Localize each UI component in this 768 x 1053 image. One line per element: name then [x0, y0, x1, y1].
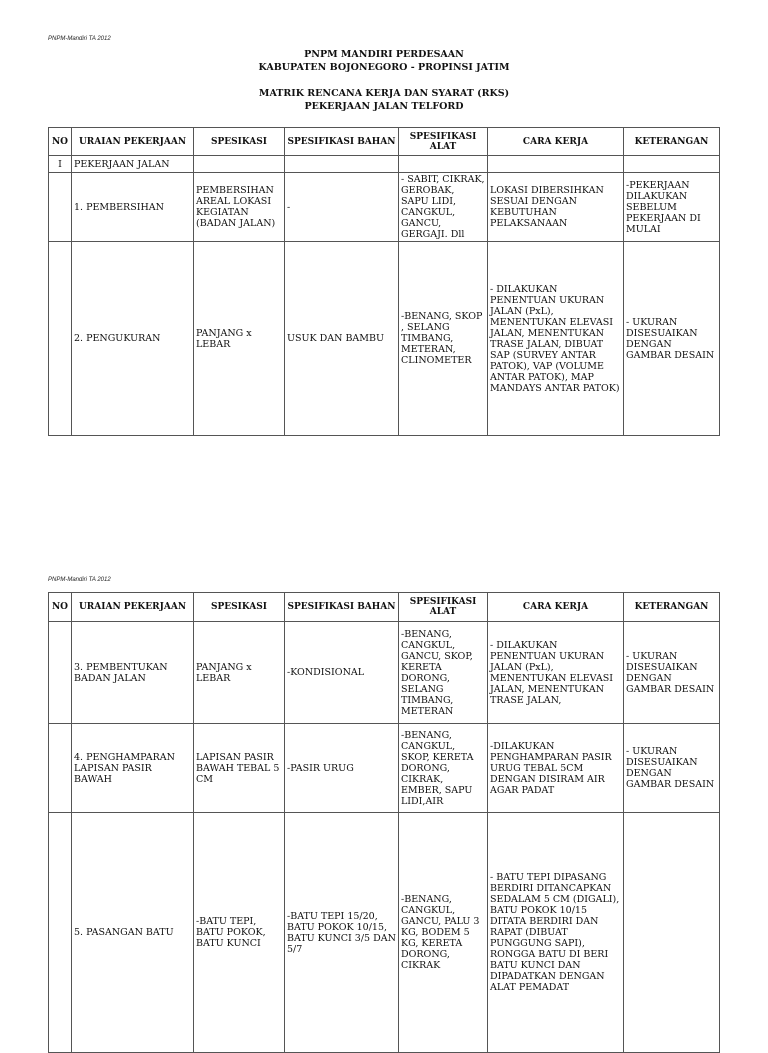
cell-cara: -DILAKUKAN PENGHAMPARAN PASIR URUG TEBAL 5CM DENGAN DISIRAM AIR AGAR PADAT: [488, 724, 624, 813]
header-spesikasi: SPESIKASI: [194, 593, 285, 622]
page-label-top: PNPM-Mandiri TA 2012: [48, 36, 111, 42]
rks-table-page-2: [48, 592, 720, 1053]
cell-spesikasi: PEMBERSIHAN AREAL LOKASI KEGIATAN (BADAN JALAN): [194, 173, 285, 242]
cell-keterangan: - UKURAN DISESUAIKAN DENGAN GAMBAR DESAIN: [624, 242, 720, 436]
cell-cara: - DILAKUKAN PENENTUAN UKURAN JALAN (PxL), MENENTUKAN ELEVASI JALAN, MENENTUKAN TRASE JALAN, DIBUAT SAP (SURVEY ANTAR PATOK), VAP (VOLUME ANTAR PATOK), MAP MANDAYS ANTAR PATOK): [488, 242, 624, 436]
cell-cara: LOKASI DIBERSIHKAN SESUAI DENGAN KEBUTUHAN PELAKSANAAN: [488, 173, 624, 242]
cell-bahan: USUK DAN BAMBU: [285, 242, 399, 436]
title-region: KABUPATEN BOJONEGORO - PROPINSI JATIM: [258, 62, 510, 73]
cell-bahan: -KONDISIONAL: [285, 622, 399, 724]
header-alat: SPESIFIKASI ALAT: [399, 593, 488, 622]
cell-alat: -BENANG, SKOP , SELANG TIMBANG, METERAN, CLINOMETER: [399, 242, 488, 436]
cell-spesikasi: PANJANG x LEBAR: [194, 242, 285, 436]
cell-bahan: -BATU TEPI 15/20, BATU POKOK 10/15, BATU KUNCI 3/5 DAN 5/7: [285, 813, 399, 1053]
header-alat: SPESIFIKASI ALAT: [399, 128, 488, 156]
cell-uraian: 3. PEMBENTUKAN BADAN JALAN: [72, 622, 194, 724]
header-bahan: SPESIFIKASI BAHAN: [285, 593, 399, 622]
cell-uraian: 1. PEMBERSIHAN: [72, 173, 194, 242]
header-uraian: URAIAN PEKERJAAN: [72, 128, 194, 156]
rks-table-page-1: [48, 127, 720, 436]
cell-cara: - BATU TEPI DIPASANG BERDIRI DITANCAPKAN SEDALAM 5 CM (DIGALI), BATU POKOK 10/15 DITATA BERDIRI DAN RAPAT (DIBUAT PUNGGUNG SAPI), RONGGA BATU DI BERI BATU KUNCI DAN DIPADATKAN DENGAN ALAT PEMADAT: [488, 813, 624, 1053]
header-keterangan: KETERANGAN: [624, 593, 720, 622]
section-row: [49, 156, 720, 173]
header-keterangan: KETERANGAN: [624, 128, 720, 156]
title-program: PNPM MANDIRI PERDESAAN: [304, 49, 464, 60]
cell-alat: -BENANG, CANGKUL, GANCU, SKOP, KERETA DORONG, SELANG TIMBANG, METERAN: [399, 622, 488, 724]
table-row: [49, 173, 720, 242]
cell-cara: - DILAKUKAN PENENTUAN UKURAN JALAN (PxL), MENENTUKAN ELEVASI JALAN, MENENTUKAN TRASE JALAN,: [488, 622, 624, 724]
header-no: NO: [49, 128, 72, 156]
table-row: [49, 622, 720, 724]
cell-spesikasi: PANJANG x LEBAR: [194, 622, 285, 724]
document-title: [0, 48, 768, 113]
cell-uraian: 5. PASANGAN BATU: [72, 813, 194, 1053]
header-spesikasi: SPESIKASI: [194, 128, 285, 156]
cell-keterangan: - UKURAN DISESUAIKAN DENGAN GAMBAR DESAIN: [624, 622, 720, 724]
cell-uraian: 2. PENGUKURAN: [72, 242, 194, 436]
cell-uraian: 4. PENGHAMPARAN LAPISAN PASIR BAWAH: [72, 724, 194, 813]
table-header-row: [49, 593, 720, 622]
cell-keterangan: - UKURAN DISESUAIKAN DENGAN GAMBAR DESAIN: [624, 724, 720, 813]
cell-alat: -BENANG, CANGKUL, GANCU, PALU 3 KG, BODEM 5 KG, KERETA DORONG, CIKRAK: [399, 813, 488, 1053]
cell-bahan: -PASIR URUG: [285, 724, 399, 813]
page-label-bottom: PNPM-Mandiri TA 2012: [48, 577, 111, 583]
table-row: [49, 724, 720, 813]
cell-spesikasi: -BATU TEPI, BATU POKOK, BATU KUNCI: [194, 813, 285, 1053]
table-row: [49, 813, 720, 1053]
section-label: PEKERJAAN JALAN: [72, 156, 194, 173]
cell-alat: - SABIT, CIKRAK, GEROBAK, SAPU LIDI, CANGKUL, GANCU, GERGAJI. Dll: [399, 173, 488, 242]
section-number: I: [49, 156, 72, 173]
cell-bahan: -: [285, 173, 399, 242]
cell-spesikasi: LAPISAN PASIR BAWAH TEBAL 5 CM: [194, 724, 285, 813]
table-row: [49, 242, 720, 436]
title-matrix: MATRIK RENCANA KERJA DAN SYARAT (RKS): [258, 88, 510, 99]
header-cara: CARA KERJA: [488, 128, 624, 156]
cell-keterangan: [624, 813, 720, 1053]
header-bahan: SPESIFIKASI BAHAN: [285, 128, 399, 156]
header-uraian: URAIAN PEKERJAAN: [72, 593, 194, 622]
cell-alat: -BENANG, CANGKUL, SKOP, KERETA DORONG, CIKRAK, EMBER, SAPU LIDI,AIR: [399, 724, 488, 813]
header-cara: CARA KERJA: [488, 593, 624, 622]
header-no: NO: [49, 593, 72, 622]
title-work: PEKERJAAN JALAN TELFORD: [304, 101, 464, 112]
table-header-row: [49, 128, 720, 156]
cell-keterangan: -PEKERJAAN DILAKUKAN SEBELUM PEKERJAAN DI MULAI: [624, 173, 720, 242]
